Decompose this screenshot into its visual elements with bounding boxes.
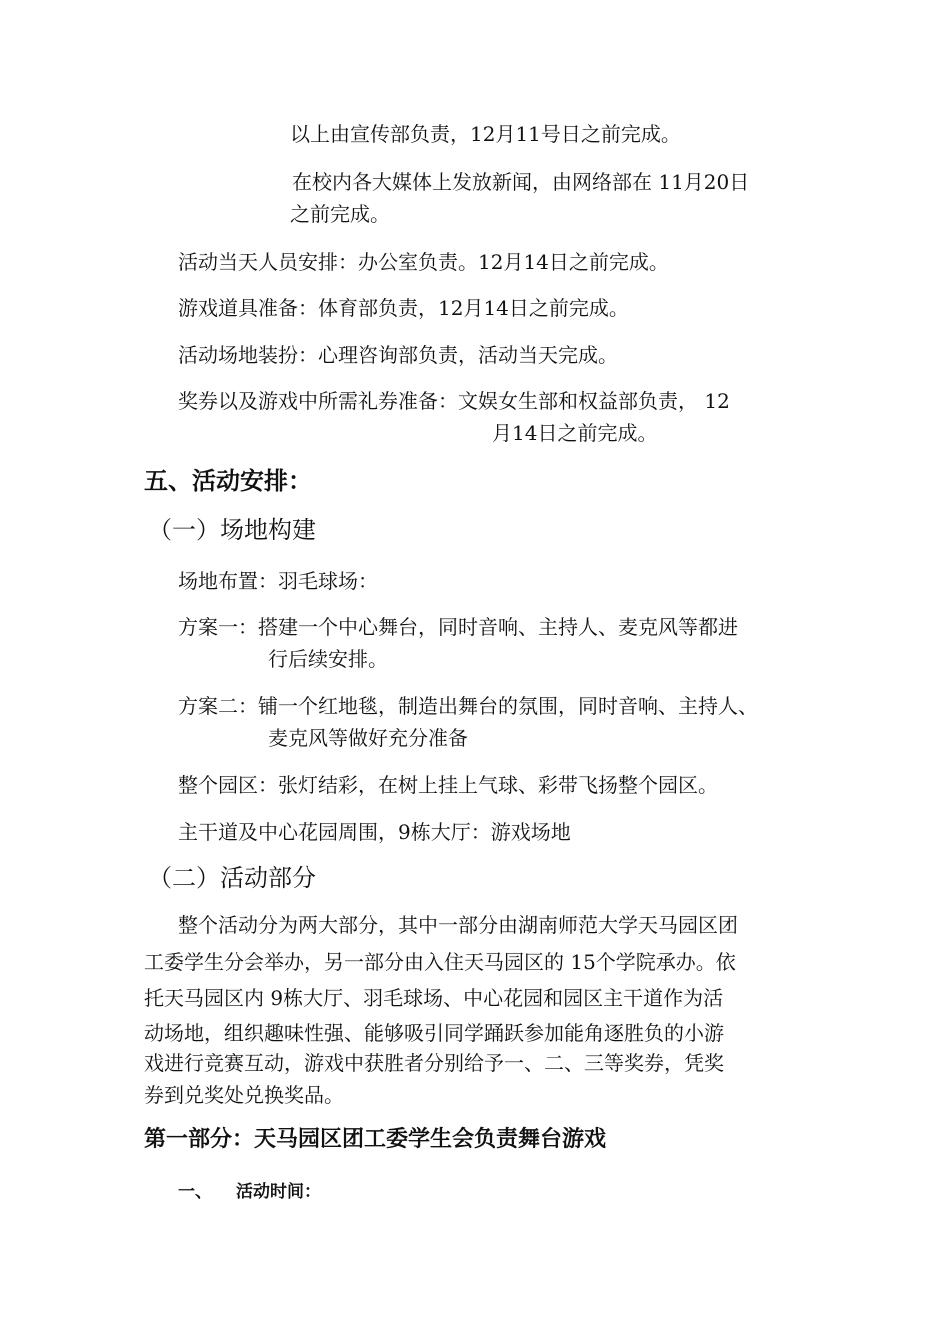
paragraph-line: 工委学生分会举办，另一部分由入住天马园区的 15个学院承办。依 bbox=[144, 950, 736, 974]
text-line: 方案二：铺一个红地毯，制造出舞台的氛围，同时音响、主持人、 bbox=[178, 694, 758, 718]
paragraph-line: 戏进行竞赛互动，游戏中获胜者分别给予一、二、三等奖券，凭奖 bbox=[144, 1051, 724, 1075]
text-line: 行后续安排。 bbox=[268, 647, 388, 671]
text-line: 活动场地装扮：心理咨询部负责，活动当天完成。 bbox=[178, 343, 618, 367]
text-line: 以上由宣传部负责，12月11号日之前完成。 bbox=[290, 122, 681, 146]
text-line: 月14日之前完成。 bbox=[492, 421, 658, 445]
section-heading: 五、活动安排： bbox=[144, 467, 312, 495]
subsection-heading: （二）活动部分 bbox=[148, 864, 316, 892]
part-heading: 第一部分：天马园区团工委学生会负责舞台游戏 bbox=[144, 1127, 607, 1152]
text-line: 奖券以及游戏中所需礼券准备：文娱女生部和权益部负责， 12 bbox=[178, 389, 730, 413]
paragraph-line: 动场地，组织趣味性强、能够吸引同学踊跃参加能角逐胜负的小游 bbox=[144, 1021, 724, 1045]
text-line: 活动当天人员安排：办公室负责。12月14日之前完成。 bbox=[178, 250, 669, 274]
text-line: 麦克风等做好充分准备 bbox=[268, 726, 468, 750]
text-line: 场地布置：羽毛球场： bbox=[178, 569, 378, 593]
text-line: 整个园区：张灯结彩，在树上挂上气球、彩带飞扬整个园区。 bbox=[178, 773, 718, 797]
text-line: 之前完成。 bbox=[290, 202, 390, 226]
paragraph-line: 券到兑奖处兑换奖品。 bbox=[144, 1083, 344, 1107]
text-line: 主干道及中心花园周围，9栋大厅：游戏场地 bbox=[178, 820, 571, 844]
text-line: 游戏道具准备：体育部负责，12月14日之前完成。 bbox=[178, 296, 629, 320]
list-item-label: 活动时间： bbox=[236, 1182, 321, 1202]
subsection-heading: （一）场地构建 bbox=[148, 516, 316, 544]
paragraph-line: 托天马园区内 9栋大厅、羽毛球场、中心花园和园区主干道作为活 bbox=[144, 986, 724, 1010]
text-line: 在校内各大媒体上发放新闻，由网络部在 11月20日 bbox=[292, 170, 750, 194]
text-line: 方案一：搭建一个中心舞台，同时音响、主持人、麦克风等都进 bbox=[178, 615, 738, 639]
paragraph-line: 整个活动分为两大部分，其中一部分由湖南师范大学天马园区团 bbox=[178, 913, 738, 937]
list-number: 一、 bbox=[178, 1182, 212, 1202]
